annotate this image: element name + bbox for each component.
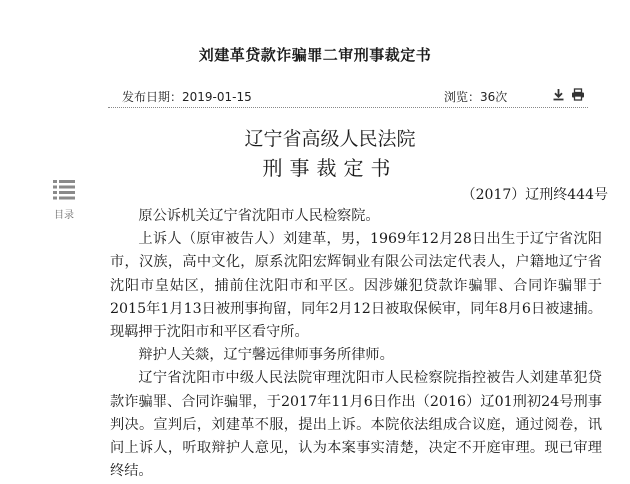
view-count: 浏览：36次: [444, 90, 508, 104]
print-icon[interactable]: [570, 86, 586, 102]
download-icon[interactable]: [550, 86, 566, 102]
publish-date: 发布日期：2019-01-15: [122, 90, 252, 104]
toc-button[interactable]: [52, 180, 76, 221]
list-icon: [53, 180, 75, 200]
paragraph-proceedings: 辽宁省沈阳市中级人民法院审理沈阳市人民检察院指控被告人刘建革犯贷款诈骗罪、合同诈骗罪，于2017年11月6日作出（2016）辽01刑初24号刑事判决。宣判后，刘建革不服，提出上诉。本院依法组成合议庭，通过阅卷，讯问上诉人，听取辩护人意见，认为本案事实清楚，决定不开庭审理。现已审理终结。: [110, 370, 602, 480]
document-tools: [550, 86, 586, 102]
document-meta: [108, 84, 588, 106]
toc-label: 目录: [54, 210, 74, 221]
document-body: [110, 205, 602, 483]
document-title: 刘建革贷款诈骗罪二审刑事裁定书: [198, 46, 432, 64]
verdict-type: 刑事裁定书: [262, 156, 398, 180]
header-divider: [108, 107, 588, 108]
paragraph-defender: 辩护人关燚，辽宁馨远律师事务所律师。: [138, 347, 394, 364]
case-number: （2017）辽刑终444号: [461, 187, 608, 203]
paragraph-prosecutor: 原公诉机关辽宁省沈阳市人民检察院。: [138, 208, 380, 224]
court-name: 辽宁省高级人民法院: [244, 128, 416, 150]
paragraph-appellant: 上诉人（原审被告人）刘建革，男，1969年12月28日出生于辽宁省沈阳市，汉族，高中文化，原系沈阳宏辉铜业有限公司法定代表人，户籍地辽宁省沈阳市皇姑区，捕前住沈阳市和平区。因涉嫌犯贷款诈骗罪、合同诈骗罪于2015年1月13日被刑事拘留，同年2月12日被取保候审，同年8月6日被逮捕。现羁押于沈阳市和平区看守所。: [110, 231, 602, 341]
